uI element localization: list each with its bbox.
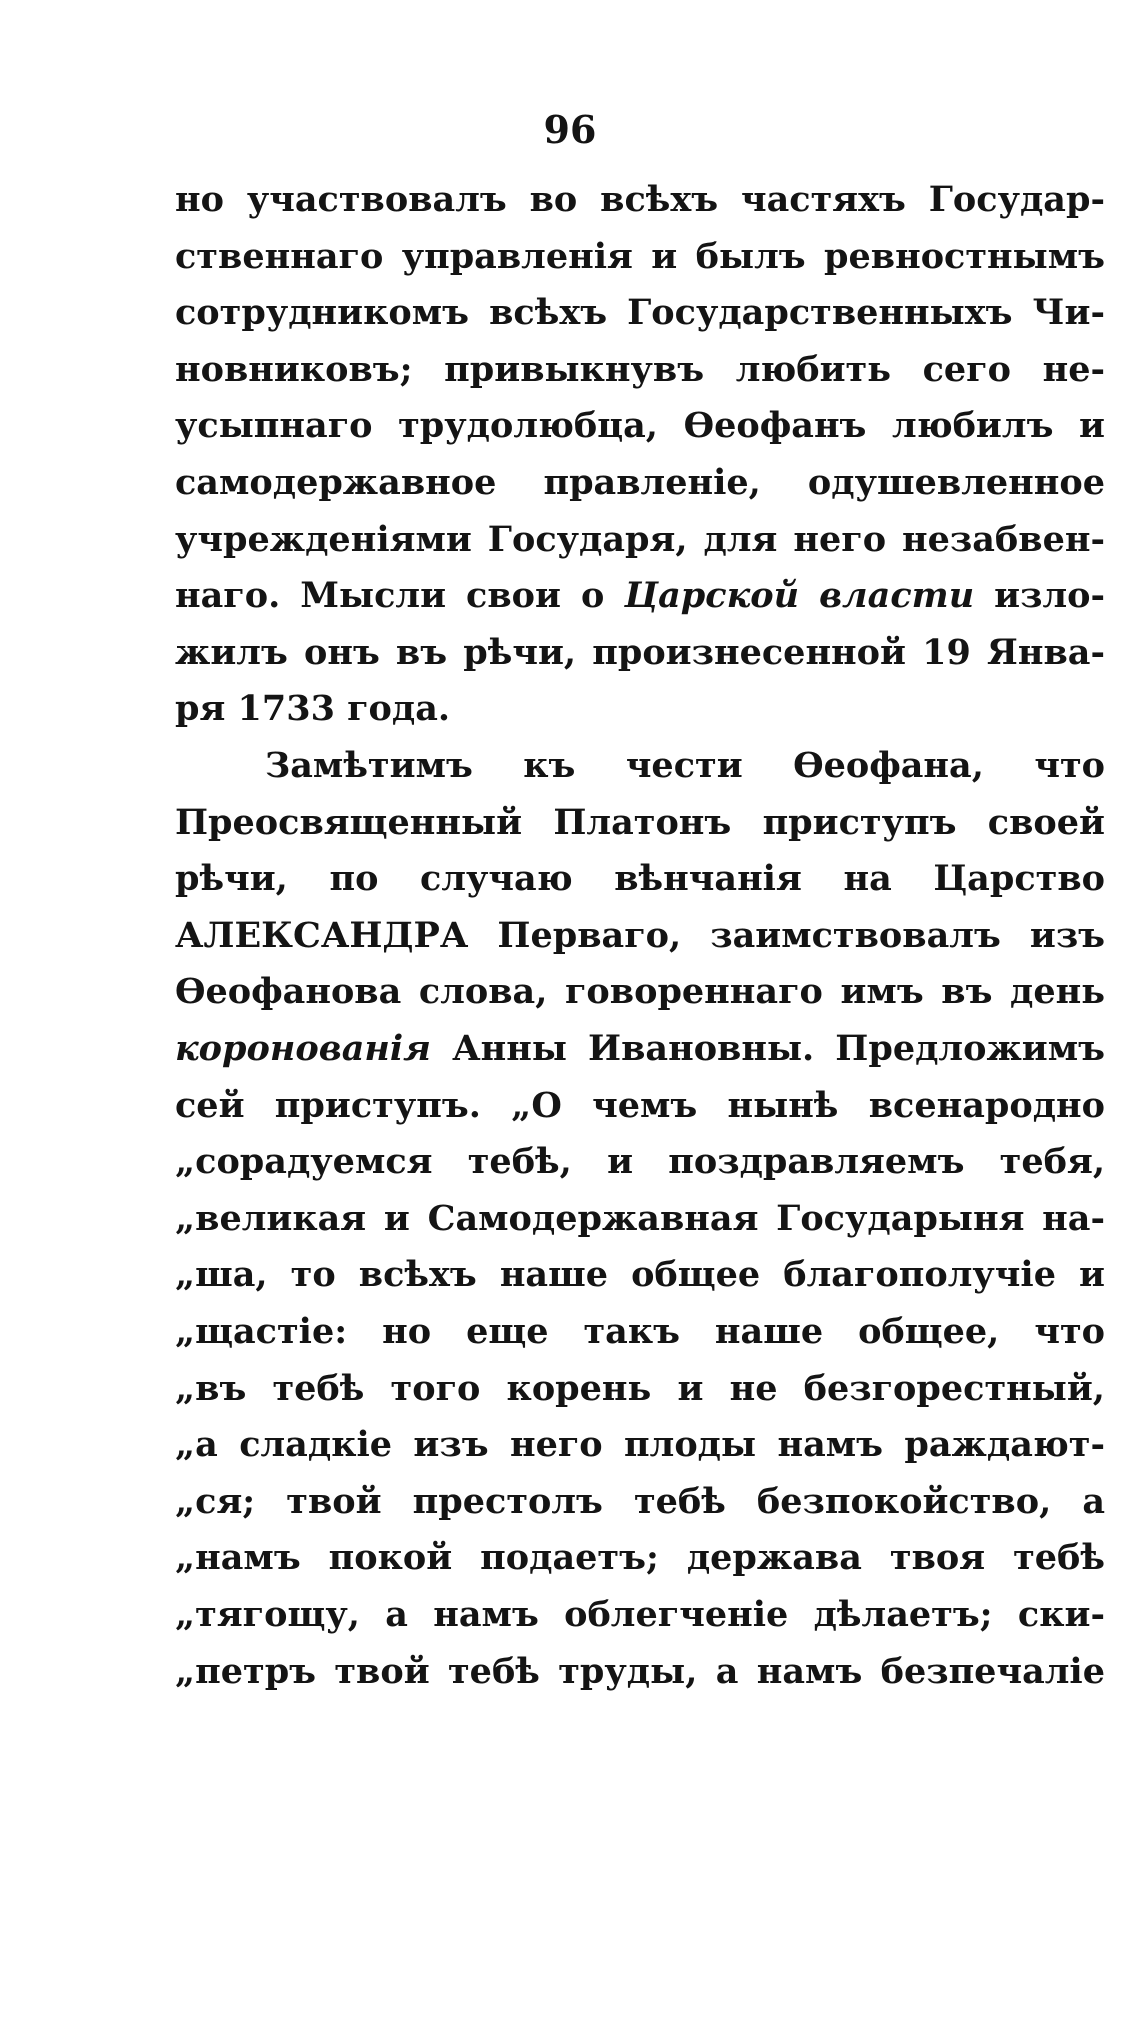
text-segment: рѣчи, по случаю вѣнчанія на Царство (175, 858, 1105, 900)
text-line (175, 908, 1105, 965)
text-segment: ря 1733 года. (175, 688, 451, 730)
text-segment: самодержавное правленіе, одушевленное (175, 461, 1105, 503)
text-line (175, 795, 1105, 852)
text-line (175, 1191, 1105, 1248)
text-line (175, 342, 1105, 399)
italic-text: Царской власти (624, 575, 975, 617)
text-line (175, 964, 1105, 1021)
text-segment: „а сладкіе изъ него плоды намъ раждают- (175, 1424, 1105, 1466)
text-segment: но участвовалъ во всѣхъ частяхъ Государ- (175, 179, 1105, 220)
text-segment: сотрудникомъ всѣхъ Государственныхъ Чи- (175, 292, 1105, 334)
text-line (175, 1304, 1105, 1361)
text-line (175, 851, 1105, 908)
text-segment: сей приступъ. „О чемъ нынѣ всенародно (175, 1084, 1105, 1126)
text-line (175, 625, 1105, 682)
italic-text: коронованія (175, 1027, 432, 1069)
text-line (175, 455, 1105, 512)
text-segment: жилъ онъ въ рѣчи, произнесенной 19 Янва- (175, 631, 1105, 673)
text-segment: „ша, то всѣхъ наше общее благополучіе и (175, 1254, 1105, 1296)
text-line (175, 1644, 1105, 1701)
text-segment: „петръ твой тебѣ труды, а намъ безпечаліе (175, 1650, 1105, 1692)
text-line (175, 1247, 1105, 1304)
text-segment: Ѳеофанова слова, говореннаго имъ въ день (175, 971, 1105, 1013)
text-segment: учрежденіями Государя, для него незабвен- (175, 518, 1105, 560)
text-segment: ственнаго управленія и былъ ревностнымъ (175, 235, 1105, 277)
text-line (175, 738, 1105, 795)
text-segment: усыпнаго трудолюбца, Ѳеофанъ любилъ и (175, 405, 1105, 447)
text-segment: Преосвященный Платонъ приступъ своей (175, 801, 1105, 843)
text-line (175, 1078, 1105, 1135)
text-segment: изло- (974, 575, 1105, 617)
text-segment: „тягощу, а намъ облегченіе дѣлаетъ; ски- (175, 1593, 1105, 1635)
text-line (175, 512, 1105, 569)
text-line (175, 1530, 1105, 1587)
text-line (175, 1134, 1105, 1191)
text-segment: „въ тебѣ того корень и не безгорестный, (175, 1367, 1105, 1409)
text-line (175, 1417, 1105, 1474)
page-number: 96 (543, 107, 597, 152)
text-segment: АЛЕКСАНДРА Перваго, заимствовалъ изъ (175, 914, 1105, 956)
text-segment: „великая и Самодержавная Государыня на- (175, 1197, 1105, 1239)
text-line (175, 172, 1105, 229)
text-line (175, 229, 1105, 286)
text-line (175, 568, 1105, 625)
text-line (175, 398, 1105, 455)
text-line (175, 681, 1105, 738)
text-segment: „намъ покой подаетъ; держава твоя тебѣ (175, 1537, 1105, 1579)
paragraph-2 (175, 738, 1105, 1700)
text-line (175, 1361, 1105, 1418)
text-line (175, 1021, 1105, 1078)
text-line (175, 285, 1105, 342)
text-segment: новниковъ; привыкнувъ любить сего не- (175, 348, 1105, 390)
text-segment: Анны Ивановны. Предложимъ (431, 1027, 1105, 1069)
text-line (175, 1587, 1105, 1644)
text-segment: Замѣтимъ къ чести Ѳеофана, что (265, 745, 1105, 786)
text-segment: „ся; твой престолъ тебѣ безпокойство, а (175, 1480, 1105, 1522)
text-segment: „сорадуемся тебѣ, и поздравляемъ тебя, (175, 1141, 1105, 1183)
paragraph-1 (175, 172, 1105, 738)
text-line (175, 1474, 1105, 1531)
text-segment: „щастіе: но еще такъ наше общее, что (175, 1310, 1105, 1352)
text-segment: наго. Мысли свои о (175, 575, 625, 617)
